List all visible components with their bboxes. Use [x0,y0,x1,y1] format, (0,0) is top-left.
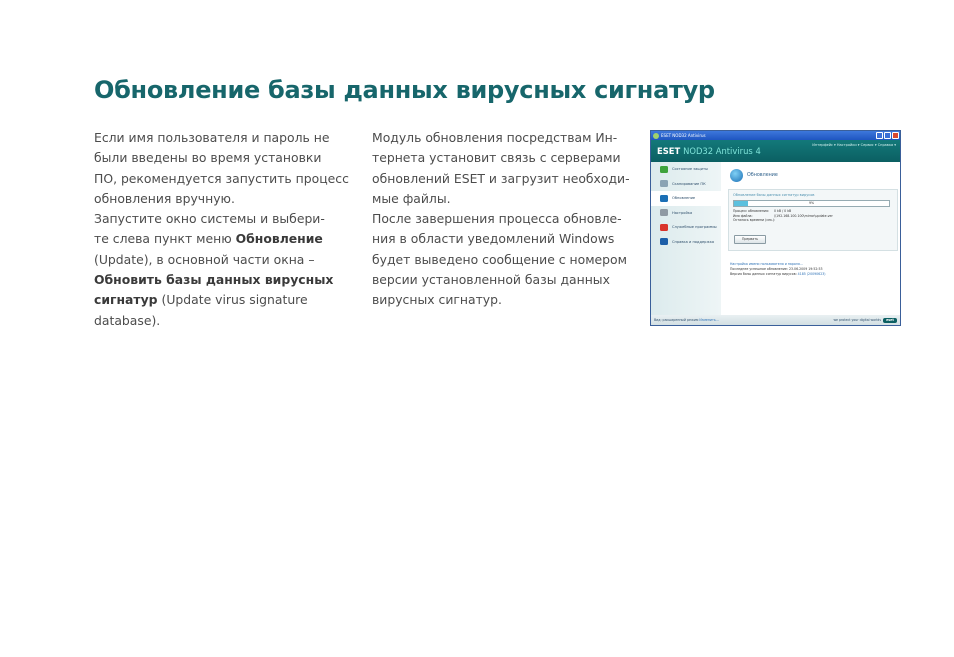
paragraph-line: database). [94,312,161,328]
paragraph-line: были введены во время установки [94,150,322,166]
status-bar [651,315,900,325]
paragraph-line: версии установленной базы данных [372,272,610,288]
sidebar-item-label: Настройка [672,210,693,215]
credentials-link[interactable]: Настройка имени пользователя и пароля... [730,262,803,266]
maximize-button[interactable] [884,132,891,139]
sidebar-item[interactable] [651,206,721,221]
db-version-link[interactable]: 4185 (20090623) [797,272,826,276]
nav-icon [660,238,668,245]
paragraph-line: ния в области уведомлений Windows [372,231,615,247]
text-fragment: те слева пункт меню [94,231,236,247]
window-title: ESET NOD32 Antivirus [661,133,706,138]
paragraph-line: ПО, рекомендуется запустить процесс [94,170,349,186]
page-title: Обновление базы данных вирусных сигнатур [94,76,715,104]
text-column-left [94,128,349,331]
sidebar [651,162,721,315]
main-title: Обновление [747,173,778,178]
main-pane [721,162,900,315]
info-row [730,272,826,277]
sidebar-item[interactable] [651,177,721,192]
paragraph-line: обновлений ESET и загрузит необходи- [372,170,630,186]
info-key: Последнее успешное обновление: [730,267,788,271]
tagline: we protect your digital worlds [833,318,881,322]
sidebar-item-label: Обновление [672,196,696,200]
bold-term-signatures: сигнатур [94,292,158,308]
update-details [733,209,833,223]
detail-value: 0 kB / 0 kB [774,209,792,213]
bold-term-update-db: Обновить базы данных вирусных [94,272,334,288]
sidebar-item[interactable] [651,220,721,235]
sidebar-item-label: Служебные программы [672,225,717,229]
paragraph-line: тернета установит связь с серверами [372,150,621,166]
paragraph-line: Модуль обновления посредствам Ин- [372,130,618,145]
paragraph-line: обновления вручную. [94,190,235,206]
progress-bar [733,200,890,207]
app-header [651,140,900,162]
panel-title: Обновление базы данных сигнатур вирусов [733,193,815,197]
nav-icon [660,166,668,173]
globe-icon [730,169,743,182]
update-panel [728,189,898,251]
paragraph-line [94,270,349,290]
sidebar-item[interactable] [651,235,721,250]
window-titlebar [651,131,900,140]
sidebar-item-label: Справка и поддержка [672,239,715,244]
app-brand [657,146,761,156]
detail-value: \\192.168.100.100\mirror\update.ver [774,213,833,218]
sidebar-item[interactable] [651,191,721,206]
brand-product: NOD32 Antivirus 4 [683,146,761,156]
sidebar-item-label: Сканирование ПК [672,181,706,186]
sidebar-item-label: Состояние защиты [672,167,708,171]
sidebar-item[interactable] [651,162,721,177]
view-mode-label: Вид: расширенный режим [654,318,699,322]
detail-key: Процесс обновления: [733,209,769,213]
paragraph-line: (Update), в основной части окна – [94,251,315,267]
detail-row [733,218,833,223]
nav-icon [660,195,668,202]
info-key: Версия базы данных сигнатур вирусов: [730,272,797,276]
nav-icon [660,209,668,216]
nav-icon [660,180,668,187]
paragraph-line: мые файлы. [372,190,451,206]
change-view-link[interactable]: Изменить... [699,318,719,322]
text-column-right [372,128,632,311]
paragraph-line [94,290,349,310]
text-fragment: (Update virus signature [157,292,308,308]
brand-eset: ESET [657,146,681,156]
paragraph-line: вирусных сигнатур. [372,292,502,308]
close-button[interactable] [892,132,899,139]
eset-logo: eset [883,318,897,323]
nav-icon [660,224,668,231]
abort-button[interactable]: Прервать [734,235,766,244]
paragraph-line: Запустите окно системы и выбери- [94,211,325,227]
paragraph-line: После завершения процесса обновле- [372,211,622,227]
update-info [730,262,826,277]
minimize-button[interactable] [876,132,883,139]
info-value: 23.06.2009 19:52:53 [788,267,823,271]
paragraph-line: будет выведено сообщение с номером [372,251,627,267]
eset-screenshot [650,130,901,326]
progress-label: 9% [808,201,815,205]
detail-key: Осталось времени (сек.): [733,218,776,223]
paragraph-line [94,229,349,249]
detail-key: Имя файла: [733,213,753,218]
bold-term-update: Обновление [235,231,323,247]
paragraph-line: Если имя пользователя и пароль не [94,130,330,145]
top-menu[interactable]: Интерфейс ▾ Настройки ▾ Сервис ▾ Справка ▾ [812,143,896,147]
app-icon [653,133,659,139]
